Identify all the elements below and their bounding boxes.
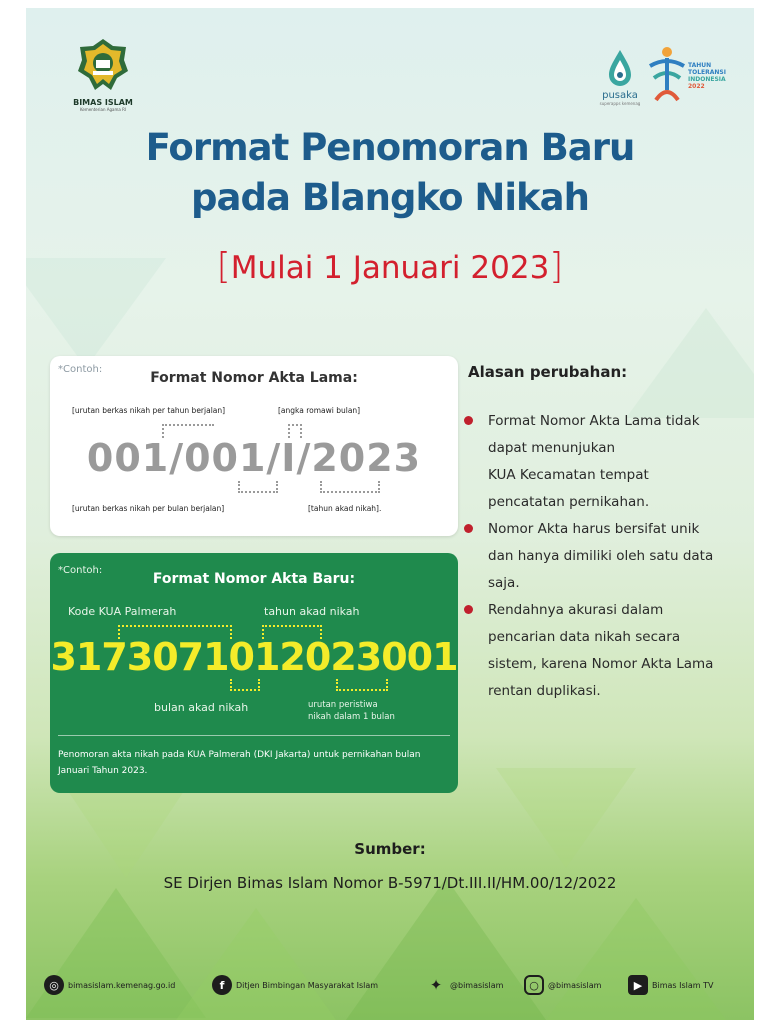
card-divider (58, 735, 450, 736)
youtube-icon: ▶ (628, 975, 648, 995)
alasan-line: pencatatan pernikahan. (488, 494, 650, 510)
example-label: *Contoh: (58, 565, 103, 576)
footer-website[interactable] (44, 974, 175, 996)
old-format-card (50, 356, 458, 536)
old-bracket-line (320, 481, 380, 493)
new-bracket-line (336, 679, 388, 691)
kementerian-agama-emblem-icon (77, 38, 129, 92)
alasan-line: rentan duplikasi. (488, 683, 601, 699)
pusaka-name: pusaka (602, 90, 638, 101)
kemenag-logo-block (68, 38, 138, 112)
footer-youtube-text: Bimas Islam TV (652, 980, 714, 990)
instagram-icon: ○ (524, 975, 544, 995)
footer-instagram-text: @bimasislam (548, 980, 602, 990)
page-subtitle (26, 246, 754, 287)
facebook-icon: f (212, 975, 232, 995)
alasan-line: dapat menunjukan (488, 440, 616, 456)
old-note-top-right: [angka romawi bulan] (278, 406, 361, 415)
tahun-toleransi-figure-icon (646, 44, 688, 106)
tahun-toleransi-text (688, 62, 726, 90)
alasan-title: Alasan perubahan: (468, 363, 628, 381)
bullet-dot (464, 524, 473, 533)
alasan-line: Nomor Akta harus bersifat unik (488, 521, 700, 537)
label-tahun: tahun akad nikah (264, 605, 360, 618)
footer-twitter[interactable] (426, 974, 503, 996)
footer-youtube[interactable] (628, 974, 713, 996)
label-kua-code: Kode KUA Palmerah (68, 605, 177, 618)
list-item (458, 516, 748, 597)
bullet-dot (464, 605, 473, 614)
alasan-line: KUA Kecamatan tempat (488, 467, 649, 483)
alasan-line: dan hanya dimiliki oleh satu data (488, 548, 714, 564)
alasan-line: pencarian data nikah secara (488, 629, 681, 645)
footer (44, 968, 744, 998)
footer-website-text: bimasislam.kemenag.go.id (68, 980, 176, 990)
list-item (458, 597, 748, 705)
subtitle-text: Mulai 1 Januari 2023 (230, 250, 550, 286)
alasan-line: saja. (488, 575, 520, 591)
old-note-bottom-left: [urutan berkas nikah per bulan berjalan] (72, 504, 225, 513)
label-urutan-line1: urutan peristiwa (308, 700, 378, 710)
tol-line: INDONESIA (688, 76, 726, 83)
old-note-bottom-right: [tahun akad nikah]. (308, 504, 382, 513)
tahun-toleransi-logo (646, 44, 746, 114)
twitter-icon: ✦ (429, 976, 443, 994)
bullet-dot (464, 416, 473, 425)
example-label: *Contoh: (58, 364, 103, 375)
new-format-footnote: Penomoran akta nikah pada KUA Palmerah (DKI Jakarta) untuk pernikahan bulan Januari Tahun 2023. (58, 750, 421, 776)
page-title-line1: Format Penomoran Baru (145, 126, 635, 169)
old-note-top-left: [urutan berkas nikah per tahun berjalan] (72, 406, 226, 415)
page-title-line2: pada Blangko Nikah (191, 176, 589, 219)
globe-icon: ◎ (44, 975, 64, 995)
new-format-heading: Format Nomor Akta Baru: (152, 571, 356, 587)
alasan-line: sistem, karena Nomor Akta Lama (488, 656, 714, 672)
alasan-line: Format Nomor Akta Lama tidak (488, 413, 700, 429)
new-bracket-line (230, 679, 260, 691)
alasan-list (458, 408, 748, 705)
new-format-card (50, 553, 458, 793)
brand-subtitle: Kementerian Agama RI (79, 107, 127, 112)
label-urutan-line2: nikah dalam 1 bulan (308, 712, 395, 722)
tol-line: TOLERANSI (688, 69, 726, 76)
label-bulan: bulan akad nikah (154, 701, 249, 714)
label-urutan (308, 699, 395, 723)
source-label: Sumber: (354, 840, 426, 858)
tol-line: TAHUN (688, 62, 712, 69)
old-bracket-line (238, 481, 278, 493)
new-number: 3173071012023001 (50, 635, 458, 679)
old-format-heading: Format Nomor Akta Lama: (150, 370, 358, 386)
source-text: SE Dirjen Bimas Islam Nomor B-5971/Dt.III.II/HM.00/12/2022 (163, 874, 617, 892)
bracket-open: [ (216, 246, 231, 287)
alasan-line: Rendahnya akurasi dalam (488, 602, 664, 618)
footer-twitter-text: @bimasislam (450, 980, 504, 990)
old-number: 001/001/I/2023 (86, 436, 422, 480)
poster (26, 8, 754, 1020)
footer-instagram[interactable] (524, 974, 601, 996)
pusaka-drop-icon (605, 48, 635, 88)
footer-facebook-text: Ditjen Bimbingan Masyarakat Islam (236, 980, 379, 990)
pusaka-logo-block (596, 48, 644, 106)
brand-name: BIMAS ISLAM (73, 98, 133, 107)
list-item (458, 408, 748, 516)
tol-line: 2022 (688, 83, 705, 90)
bracket-close: ] (549, 246, 564, 287)
footer-facebook[interactable] (212, 974, 378, 996)
pusaka-subtitle: superapps kemenag (599, 101, 641, 106)
